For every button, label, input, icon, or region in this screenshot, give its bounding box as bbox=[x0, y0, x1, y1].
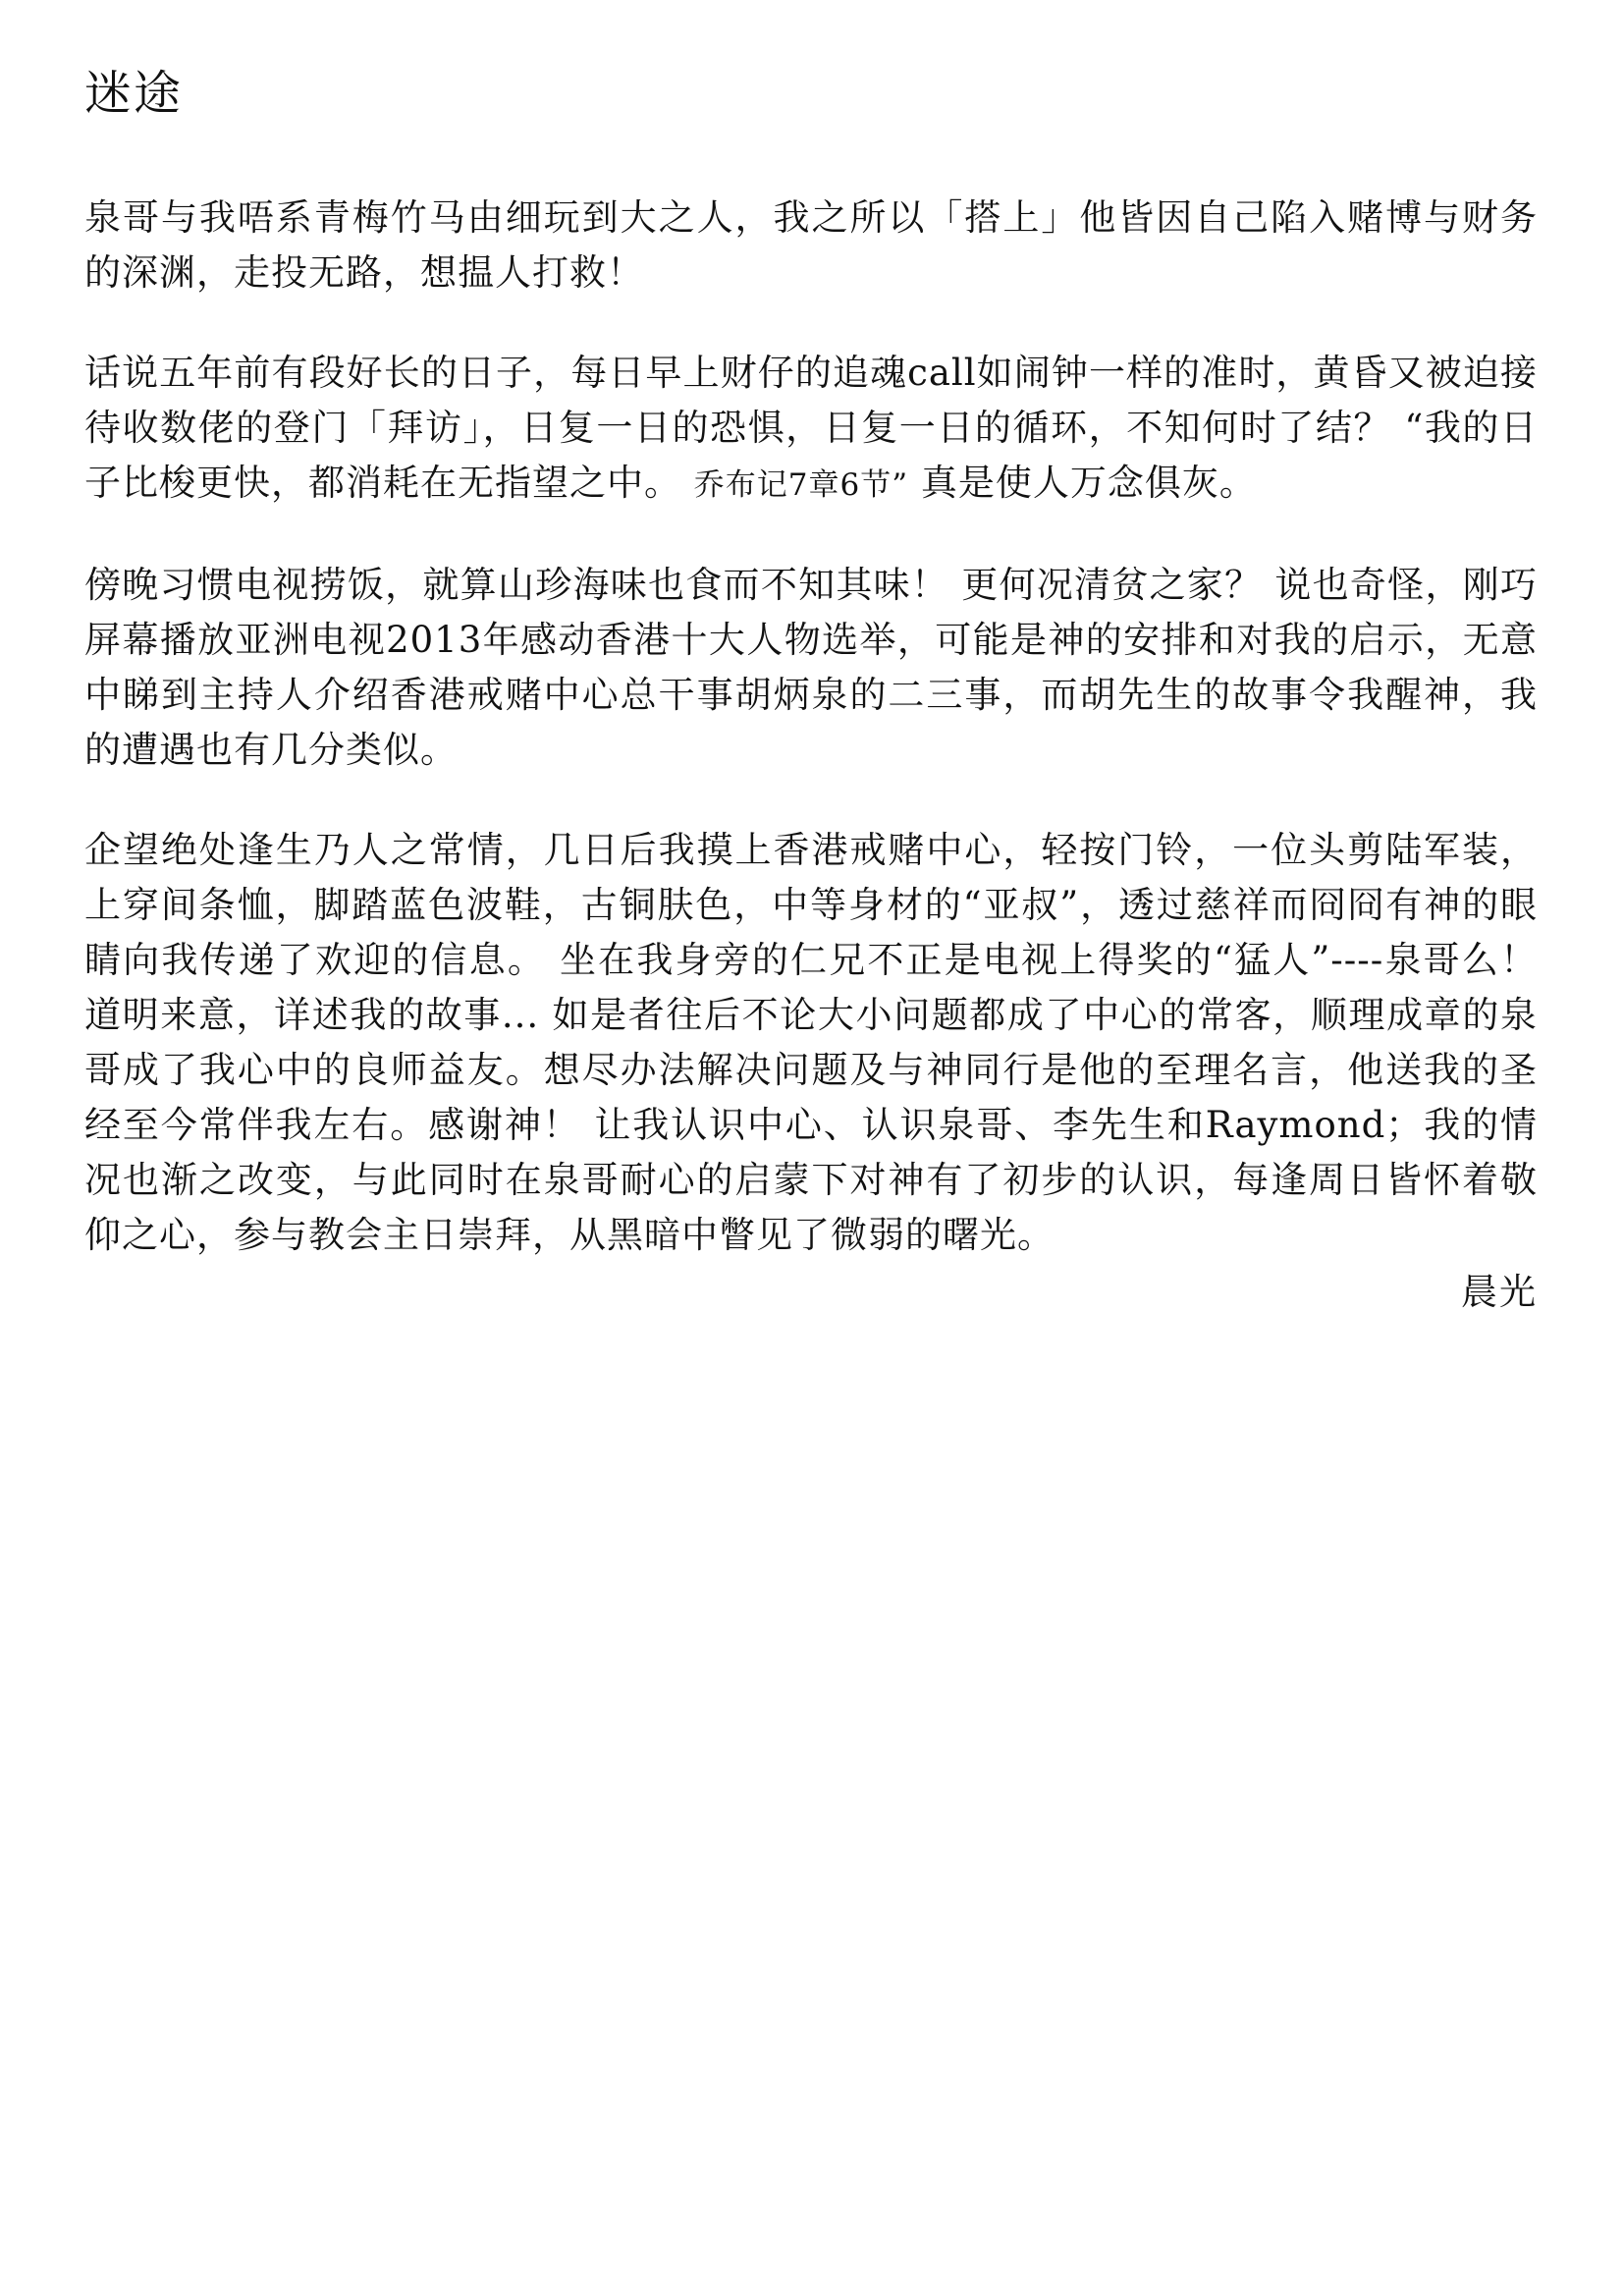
paragraph-4 bbox=[84, 823, 1538, 1263]
document-page bbox=[84, 59, 1538, 1320]
bible-reference: 乔布记7章6节” bbox=[693, 467, 909, 503]
paragraph-2-text: 话说五年前有段好长的日子，每日早上财仔的追魂call如闹钟一样的准时，黄昏又被迫接待收数佬的登门「拜访」，日复一日的恐惧，日复一日的循环，不知何时了结？ “我的日子比梭更快，都消耗在无指望之中。 bbox=[84, 352, 1538, 504]
paragraph-1-text: 泉哥与我唔系青梅竹马由细玩到大之人，我之所以「搭上」他皆因自己陷入赌博与财务的深渊，走投无路，想揾人打救！ bbox=[84, 196, 1538, 294]
author-signature: 晨光 bbox=[1461, 1271, 1538, 1313]
paragraph-3-text: 傍晚习惯电视捞饭，就算山珍海味也食而不知其味！ 更何况清贫之家？ 说也奇怪，刚巧屏幕播放亚洲电视2013年感动香港十大人物选举，可能是神的安排和对我的启示，无意中睇到主持人介绍香港戒赌中心总干事胡炳泉的二三事，而胡先生的故事令我醒神，我的遭遇也有几分类似。 bbox=[84, 564, 1538, 771]
paragraph-1 bbox=[84, 191, 1538, 301]
document-title: 迷途 bbox=[84, 66, 184, 121]
paragraph-3 bbox=[84, 558, 1538, 778]
paragraph-2 bbox=[84, 346, 1538, 513]
paragraph-4-text: 企望绝处逢生乃人之常情，几日后我摸上香港戒赌中心，轻按门铃，一位头剪陆军装，上穿间条恤，脚踏蓝色波鞋，古铜肤色，中等身材的“亚叔”，透过慈祥而冏冏有神的眼睛向我传递了欢迎的信息。 坐在我身旁的仁兄不正是电视上得奖的“猛人”----泉哥么！ 道明来意，详述我的故事... 如是者往后不论大小问题都成了中心的常客，顺理成章的泉哥成了我心中的良师益友。想尽办法解决问题及与神同行是他的至理名言，他送我的圣经至今常伴我左右。感谢神！ 让我认识中心、认识泉哥、李先生和Raymond；我的情况也渐之改变，与此同时在泉哥耐心的启蒙下对神有了初步的认识，每逢周日皆怀着敬仰之心，参与教会主日崇拜，从黑暗中瞥见了微弱的曙光。 bbox=[84, 829, 1538, 1256]
paragraph-2-tail: 真是使人万念俱灰。 bbox=[920, 462, 1257, 504]
